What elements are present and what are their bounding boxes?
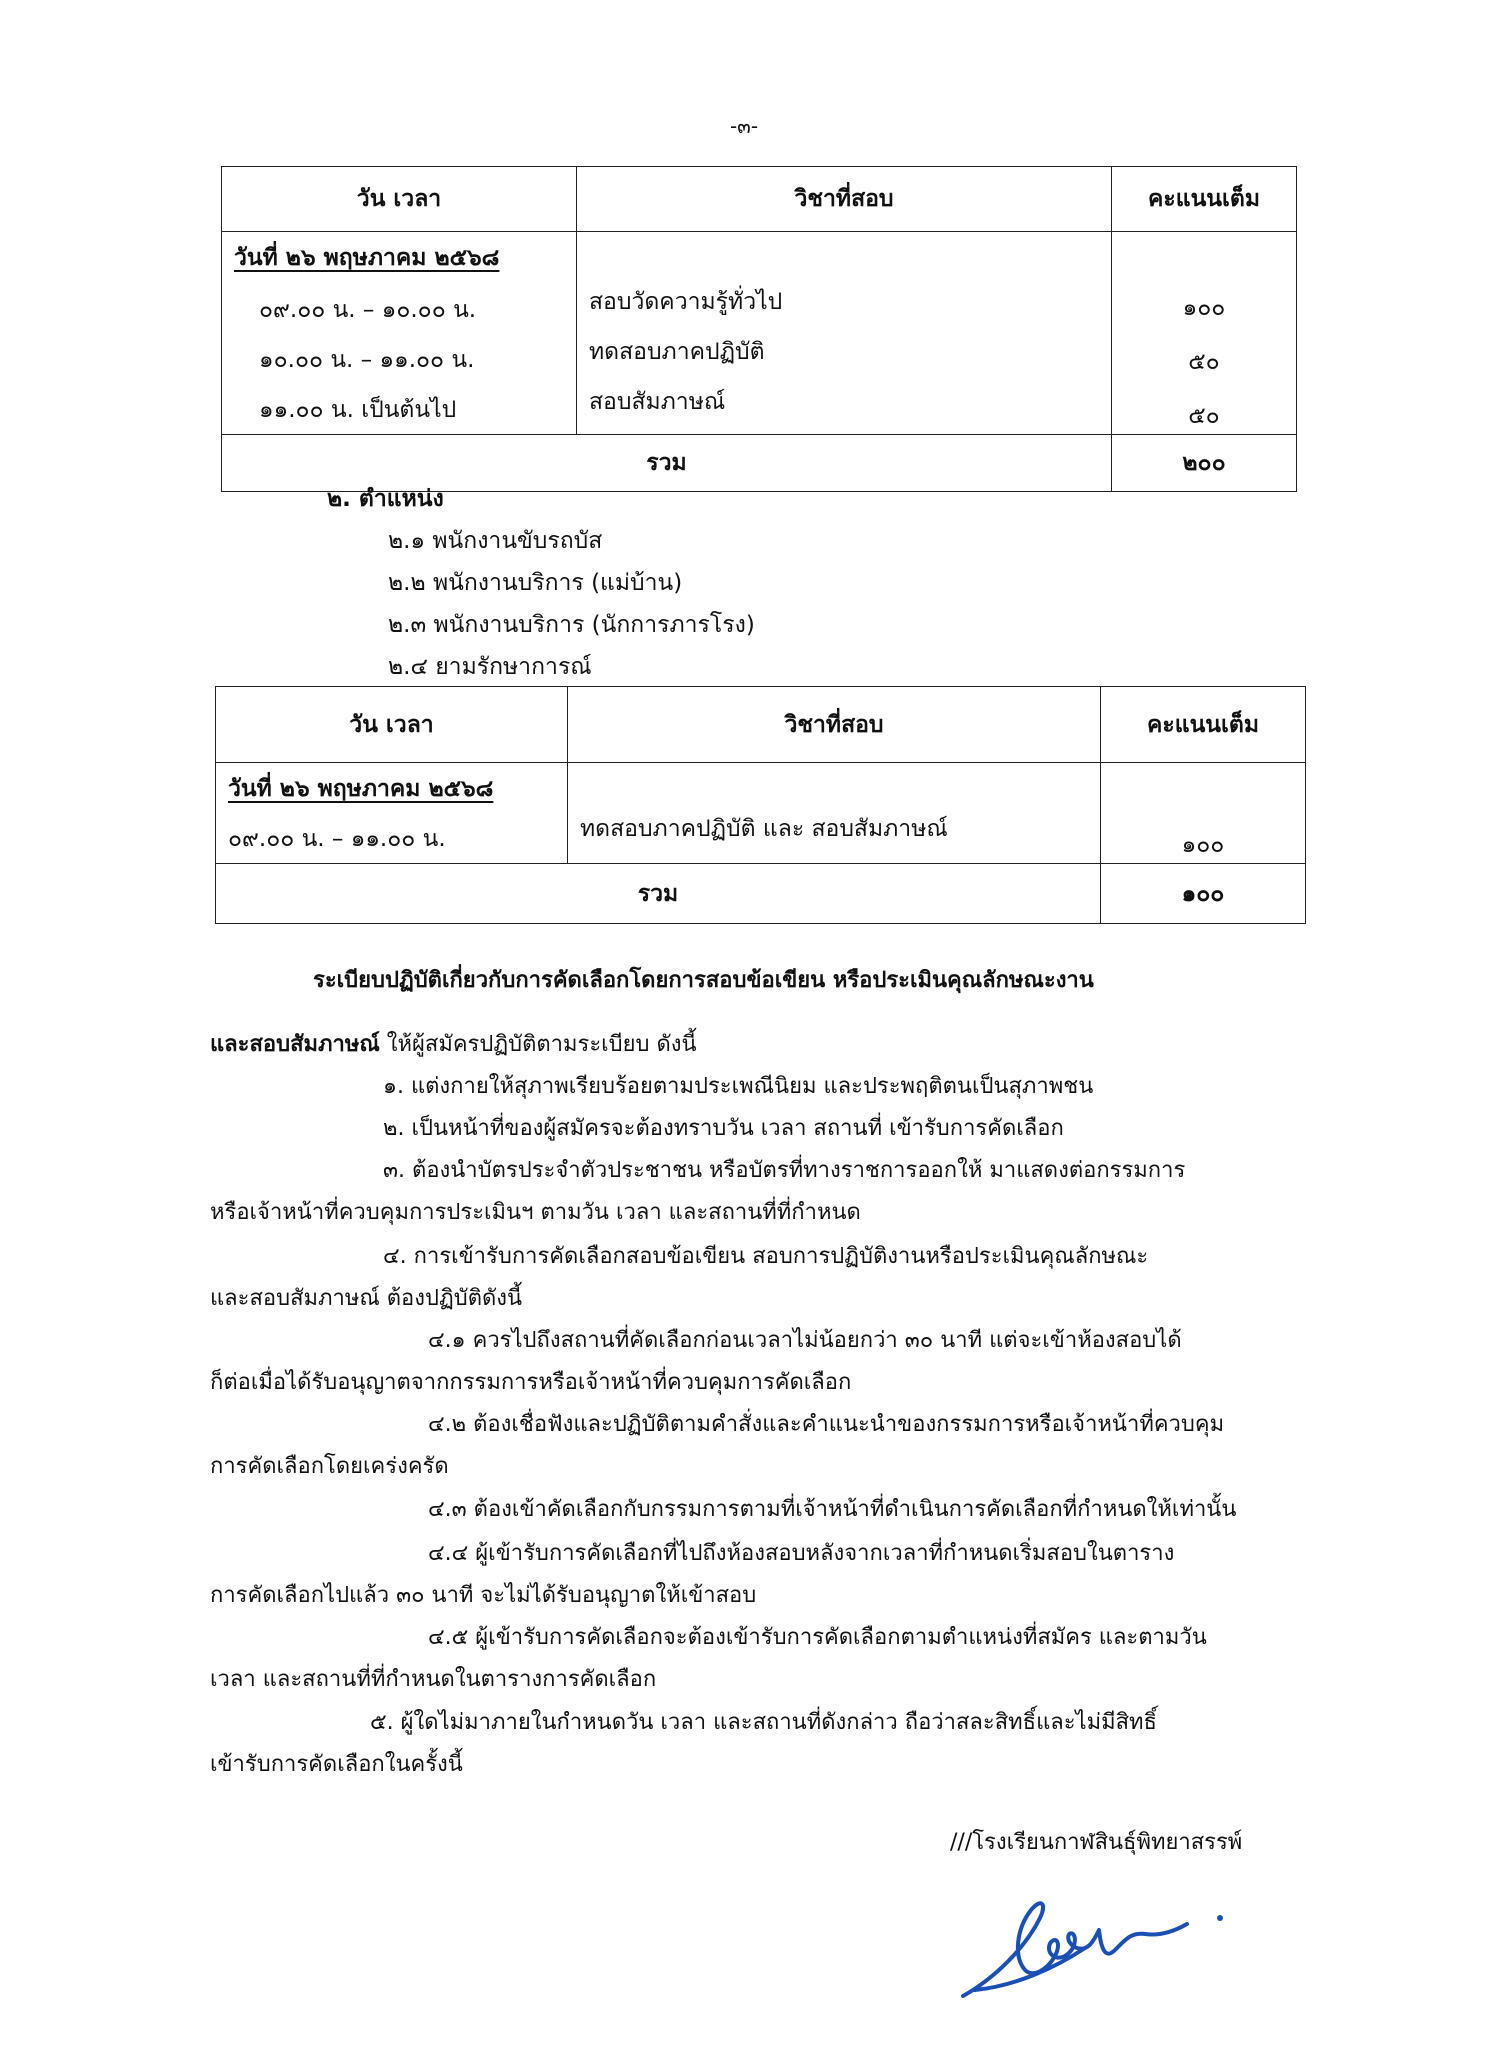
rules-intro [210, 1026, 697, 1061]
total-score: ๑๐๐ [1101, 864, 1306, 924]
rule-line: ๑. แต่งกายให้สุภาพเรียบร้อยตามประเพณีนิยม และประพฤติตนเป็นสุภาพชน [383, 1074, 1094, 1099]
signature-image [955, 1878, 1235, 2008]
rules-title: ระเบียบปฏิบัติเกี่ยวกับการคัดเลือกโดยการสอบข้อเขียน หรือประเมินคุณลักษณะงาน [313, 968, 1094, 993]
subject: สอบสัมภาษณ์ [589, 389, 726, 415]
rule-line: ๓. ต้องนำบัตรประจำตัวประชาชน หรือบัตรที่ทางราชการออกให้ มาแสดงต่อกรรมการ [383, 1158, 1186, 1183]
score: ๕๐ [1188, 349, 1220, 375]
exam-date: วันที่ ๒๖ พฤษภาคม ๒๕๖๘ [234, 245, 500, 271]
header-subject: วิชาที่สอบ [577, 167, 1112, 232]
score-cell [1112, 232, 1297, 435]
header-datetime: วัน เวลา [222, 167, 577, 232]
exam-date: วันที่ ๒๖ พฤษภาคม ๒๕๖๘ [228, 776, 494, 802]
rules-intro-text: ให้ผู้สมัครปฏิบัติตามระเบียบ ดังนี้ [379, 1032, 697, 1057]
rule-line: เข้ารับการคัดเลือกในครั้งนี้ [210, 1752, 463, 1777]
rule-line: ๔.๒ ต้องเชื่อฟังและปฏิบัติตามคำสั่งและคำแนะนำของกรรมการหรือเจ้าหน้าที่ควบคุม [428, 1412, 1225, 1437]
rule-line: หรือเจ้าหน้าที่ควบคุมการประเมินฯ ตามวัน เวลา และสถานที่ที่กำหนด [210, 1200, 861, 1225]
header-subject: วิชาที่สอบ [568, 687, 1101, 763]
rule-line: เวลา และสถานที่ที่กำหนดในตารางการคัดเลือก [210, 1667, 657, 1692]
subject-cell [577, 232, 1112, 435]
total-label: รวม [216, 864, 1101, 924]
rule-line: ๔.๓ ต้องเข้าคัดเลือกกับกรรมการตามที่เจ้าหน้าที่ดำเนินการคัดเลือกที่กำหนดให้เท่านั้น [428, 1497, 1237, 1522]
score: ๑๐๐ [1182, 295, 1226, 321]
position-item: ๒.๑ พนักงานขับรถบัส [388, 528, 603, 554]
rule-line: ๔. การเข้ารับการคัดเลือกสอบข้อเขียน สอบการปฏิบัติงานหรือประเมินคุณลักษณะ [383, 1244, 1149, 1269]
total-label: รวม [222, 435, 1112, 492]
datetime-cell [216, 763, 568, 864]
header-score: คะแนนเต็ม [1112, 167, 1297, 232]
subject: สอบวัดความรู้ทั่วไป [589, 289, 783, 315]
schedule-table-2 [215, 686, 1306, 924]
rule-line: ก็ต่อเมื่อได้รับอนุญาตจากกรรมการหรือเจ้าหน้าที่ควบคุมการคัดเลือก [210, 1370, 852, 1395]
time-slot: ๐๙.๐๐ น. – ๑๐.๐๐ น. [259, 297, 477, 323]
page-number: -๓- [729, 114, 759, 138]
signature-dot [1217, 1915, 1223, 1921]
position-item: ๒.๓ พนักงานบริการ (นักการภารโรง) [388, 612, 755, 638]
score: ๕๐ [1188, 403, 1220, 429]
rule-line: และสอบสัมภาษณ์ ต้องปฏิบัติดังนี้ [210, 1286, 523, 1311]
rule-line: ๔.๕ ผู้เข้ารับการคัดเลือกจะต้องเข้ารับการคัดเลือกตามตำแหน่งที่สมัคร และตามวัน [428, 1625, 1207, 1650]
header-datetime: วัน เวลา [216, 687, 568, 763]
rule-line: ๒. เป็นหน้าที่ของผู้สมัครจะต้องทราบวัน เวลา สถานที่ เข้ารับการคัดเลือก [383, 1116, 1064, 1141]
rule-line: ๔.๔ ผู้เข้ารับการคัดเลือกที่ไปถึงห้องสอบหลังจากเวลาที่กำหนดเริ่มสอบในตาราง [428, 1541, 1175, 1566]
time-slot: ๐๙.๐๐ น. – ๑๑.๐๐ น. [228, 826, 446, 852]
position-item: ๒.๔ ยามรักษาการณ์ [388, 654, 592, 680]
schedule-table-1 [221, 166, 1297, 492]
time-slot: ๑๑.๐๐ น. เป็นต้นไป [259, 397, 457, 423]
datetime-cell [222, 232, 577, 435]
rule-line: ๔.๑ ควรไปถึงสถานที่คัดเลือกก่อนเวลาไม่น้อยกว่า ๓๐ นาที แต่จะเข้าห้องสอบได้ [428, 1328, 1182, 1353]
score: ๑๐๐ [1181, 832, 1225, 858]
position-item: ๒.๒ พนักงานบริการ (แม่บ้าน) [388, 570, 683, 596]
subject: ทดสอบภาคปฏิบัติ และ สอบสัมภาษณ์ [580, 816, 948, 842]
subject-cell [568, 763, 1101, 864]
score-cell [1101, 763, 1306, 864]
school-name: ///โรงเรียนกาฬสินธุ์พิทยาสรรพ์ [950, 1830, 1243, 1855]
rules-intro-bold: และสอบสัมภาษณ์ [210, 1032, 380, 1057]
subject: ทดสอบภาคปฏิบัติ [589, 339, 765, 365]
rule-line: ๕. ผู้ใดไม่มาภายในกำหนดวัน เวลา และสถานที่ดังกล่าว ถือว่าสละสิทธิ์และไม่มีสิทธิ์ [370, 1710, 1157, 1735]
rule-line: การคัดเลือกไปแล้ว ๓๐ นาที จะไม่ได้รับอนุญาตให้เข้าสอบ [210, 1583, 757, 1608]
time-slot: ๑๐.๐๐ น. – ๑๑.๐๐ น. [259, 347, 475, 373]
total-score: ๒๐๐ [1112, 435, 1297, 492]
rule-line: การคัดเลือกโดยเคร่งครัด [210, 1454, 449, 1479]
header-score: คะแนนเต็ม [1101, 687, 1306, 763]
section-heading: ๒. ตำแหน่ง [327, 486, 444, 512]
